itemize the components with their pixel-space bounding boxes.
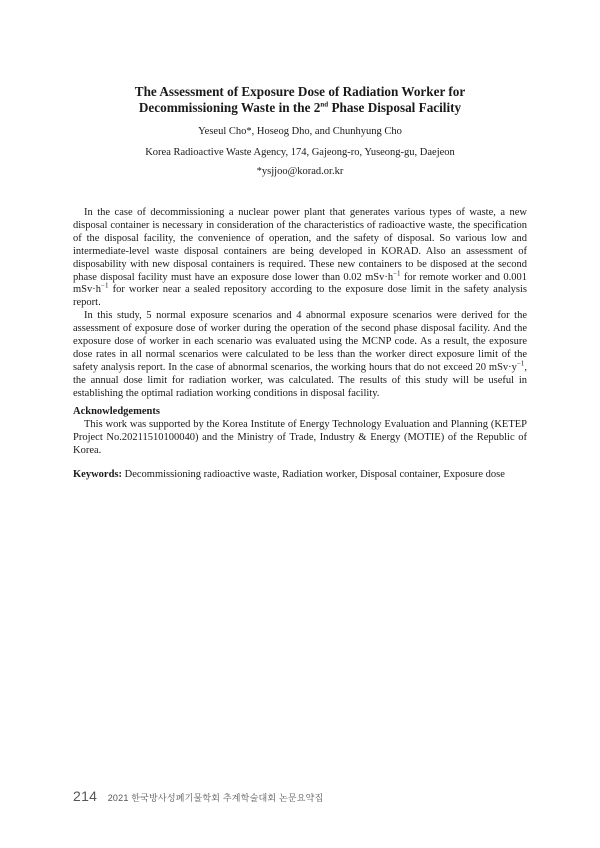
abstract-paragraph-1 bbox=[73, 207, 527, 310]
acknowledgements-section bbox=[73, 406, 527, 458]
keywords-text: Decommissioning radioactive waste, Radiation worker, Disposal container, Exposure dose bbox=[124, 469, 505, 480]
abstract-paragraph-2 bbox=[73, 310, 527, 400]
acknowledgements-text: This work was supported by the Korea Institute of Energy Technology Evaluation and Planning (KETEP Project No.20211510100040) and the Ministry of Trade, Industry & Energy (MOTIE) of the Republic of Korea. bbox=[73, 418, 527, 456]
abstract-p1-text-c: for worker near a sealed repository according to the exposure dose limit in the safety analysis report. bbox=[73, 284, 527, 309]
abstract-p2-text-b: , the annual dose limit for radiation worker, was calculated. The results of this study will be useful in establishing the optimal radiation working conditions in disposal facility. bbox=[73, 361, 527, 399]
acknowledgements-heading: Acknowledgements bbox=[73, 406, 160, 417]
abstract-p2-sup: −1 bbox=[516, 359, 525, 368]
footer-text: 2021 한국방사성폐기물학회 추계학술대회 논문요약집 bbox=[107, 793, 324, 803]
abstract-p1-text-a: In the case of decommissioning a nuclear power plant that generates various types of waste, a new disposal container is necessary in consideration of the characteristics of radioactive waste, the specification of the disposal facility, the convenience of operation, and the safety of disposal. So various low and intermediate-level waste disposal containers are being developed in KORAD. Also an assessment of disposability with new disposal containers is required. These new containers to be disposed at the second phase disposal facility must have an exposure dose lower than 0.02 mSv·h bbox=[73, 207, 527, 283]
title-superscript: nd bbox=[320, 100, 329, 109]
title-line-2-end: Phase Disposal Facility bbox=[328, 100, 462, 115]
affiliation: Korea Radioactive Waste Agency, 174, Gajeong-ro, Yuseong-gu, Daejeon bbox=[145, 147, 455, 158]
abstract-p1-sup-2: −1 bbox=[101, 281, 109, 290]
abstract-p1-text-b: for remote worker and 0.001 mSv·h bbox=[73, 271, 527, 296]
keywords-label: Keywords: bbox=[73, 469, 122, 480]
abstract-p1-sup-1: −1 bbox=[393, 269, 401, 278]
page-number: 214 bbox=[73, 788, 98, 804]
abstract-p2-text-a: In this study, 5 normal exposure scenarios and 4 abnormal exposure scenarios were derived for the assessment of exposure dose of worker during the operation of the second phase disposal facility. And the exposure dose of worker in each scenario was evaluated using the MCNP code. As a result, the exposure dose rates in all normal scenarios were calculated to be less than the worker direct exposure limit of the safety analysis report. In the case of abnormal scenarios, the working hours that do not exceed 20 mSv·y bbox=[73, 310, 527, 373]
author-list: Yeseul Cho*, Hoseog Dho, and Chunhyung Cho bbox=[198, 126, 402, 137]
paper-title bbox=[60, 84, 540, 116]
abstract-body bbox=[73, 207, 527, 401]
keywords-section bbox=[73, 469, 527, 482]
corresponding-email: *ysjjoo@korad.or.kr bbox=[256, 166, 344, 177]
page-footer bbox=[73, 788, 323, 806]
title-line-2 bbox=[60, 100, 540, 116]
title-line-1: The Assessment of Exposure Dose of Radiation Worker for bbox=[134, 84, 466, 99]
title-line-2-start: Decommissioning Waste in the 2 bbox=[138, 100, 321, 115]
